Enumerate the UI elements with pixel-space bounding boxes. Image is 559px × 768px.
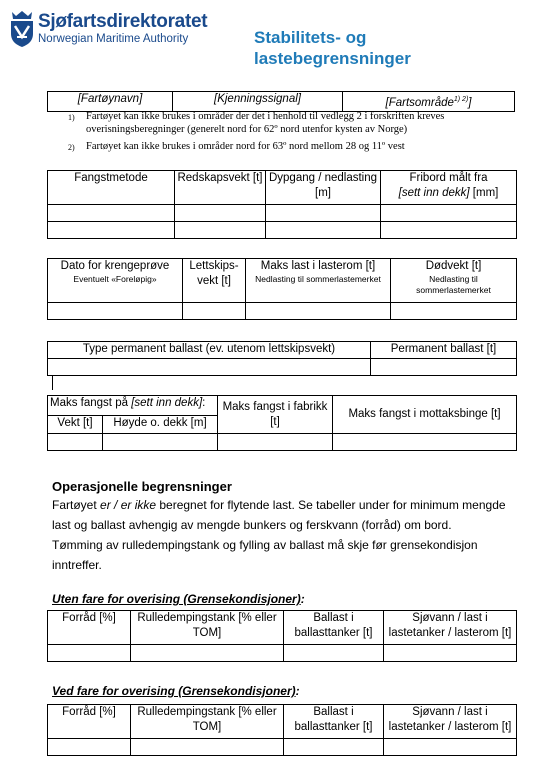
catch-method-table [47,170,517,239]
cell[interactable] [48,645,131,662]
header-deadweight: Dødvekt [t] Nedlasting til sommerlastemerket [391,259,517,303]
call-sign-field[interactable]: [Kjenningssignal] [173,92,343,112]
permanent-ballast-table [47,341,517,376]
cell[interactable] [384,739,517,756]
header-freeboard: Fribord målt fra [sett inn dekk] [mm] [381,171,517,205]
cell[interactable] [384,645,517,662]
vessel-id-table [47,91,515,112]
cell[interactable] [48,222,175,239]
footnote-1: 1) Fartøyet kan ikke brukes i områder der det i henhold til vedlegg 2 i forskriften kreves overisningsberegninger (generelt nord for 62º nord utenfor kysten av Norge) [68,111,445,135]
header-max-hold-load: Maks last i lasterom [t] Nedlasting til sommerlastemerket [246,259,391,303]
vessel-name-field[interactable]: [Fartøynavn] [48,92,173,112]
org-subtitle: Norwegian Maritime Authority [38,33,189,45]
cell[interactable] [266,205,381,222]
no-icing-table [47,610,517,662]
cell[interactable] [333,434,517,451]
header-catch-method: Fangstmetode [48,171,175,205]
header-roll-tank: Rulledempingstank [% eller TOM] [131,705,284,739]
org-name: Sjøfartsdirektoratet [38,11,208,32]
cell[interactable] [48,434,103,451]
header-ballast-type: Type permanent ballast (ev. utenom lettskipsvekt) [48,342,371,359]
footnote-2: 2) Fartøyet kan ikke brukes i områder nord for 63º nord mellom 28 og 11º vest [68,141,405,152]
cell[interactable] [391,303,517,320]
max-catch-table [47,395,517,451]
cell[interactable] [175,222,266,239]
header-max-catch-factory: Maks fangst i fabrikk [t] [218,396,333,434]
header-draught: Dypgang / nedlasting [m] [266,171,381,205]
cell[interactable] [266,222,381,239]
header-max-catch-deck: Maks fangst på [sett inn dekk]: [48,396,218,416]
operational-text-2: Tømming av rulledempingstank og fylling av ballast må skje før grensekondisjon inntreffer. [52,538,478,572]
operational-heading: Operasjonelle begrensninger [52,479,232,494]
operational-text: Fartøyet er / er ikke beregnet for flytende last. Se tabeller under for minimum mengde last og ballast avhengig av mengde bunkers og ferskvann (forråd) om bord. [52,498,506,532]
cell[interactable] [131,645,284,662]
cell[interactable] [48,739,131,756]
operating-area-field[interactable]: [Fartsområde$^{1) 2)}$] [343,92,515,112]
header-inclining-date: Dato for krengeprøve Eventuelt «Foreløpig» [48,259,183,303]
header-max-catch-bin: Maks fangst i mottaksbinge [t] [333,396,517,434]
header-height-above-deck: Høyde o. dekk [m] [103,416,218,434]
cell[interactable] [48,205,175,222]
crest-icon [8,10,36,48]
header-stores: Forråd [%] [48,611,131,645]
cell[interactable] [371,359,517,376]
header-seawater-cargo: Sjøvann / last i lastetanker / lasterom [t] [384,705,517,739]
header-roll-tank: Rulledempingstank [% eller TOM] [131,611,284,645]
header-lightship-weight: Lettskips-vekt [t] [183,259,246,303]
cell[interactable] [381,205,517,222]
cell[interactable] [284,645,384,662]
header-ballast-tanks: Ballast i ballasttanker [t] [284,705,384,739]
icing-heading: Ved fare for overising (Grensekondisjoner): [52,684,300,698]
header-gear-weight: Redskapsvekt [t] [175,171,266,205]
cell[interactable] [48,359,371,376]
cell[interactable] [218,434,333,451]
header-seawater-cargo: Sjøvann / last i lastetanker / lasterom [t] [384,611,517,645]
icing-table [47,704,517,756]
header-permanent-ballast: Permanent ballast [t] [371,342,517,359]
cell[interactable] [246,303,391,320]
cell[interactable] [381,222,517,239]
cell[interactable] [284,739,384,756]
divider [52,375,53,390]
cell[interactable] [183,303,246,320]
cell[interactable] [131,739,284,756]
cell[interactable] [175,205,266,222]
inclining-test-table [47,258,517,320]
page-title: Stabilitets- og lastebegrensninger [254,28,411,68]
header-stores: Forråd [%] [48,705,131,739]
header-weight: Vekt [t] [48,416,103,434]
logo [8,10,36,53]
no-icing-heading: Uten fare for overising (Grensekondisjoner): [52,592,305,606]
header-ballast-tanks: Ballast i ballasttanker [t] [284,611,384,645]
cell[interactable] [103,434,218,451]
cell[interactable] [48,303,183,320]
